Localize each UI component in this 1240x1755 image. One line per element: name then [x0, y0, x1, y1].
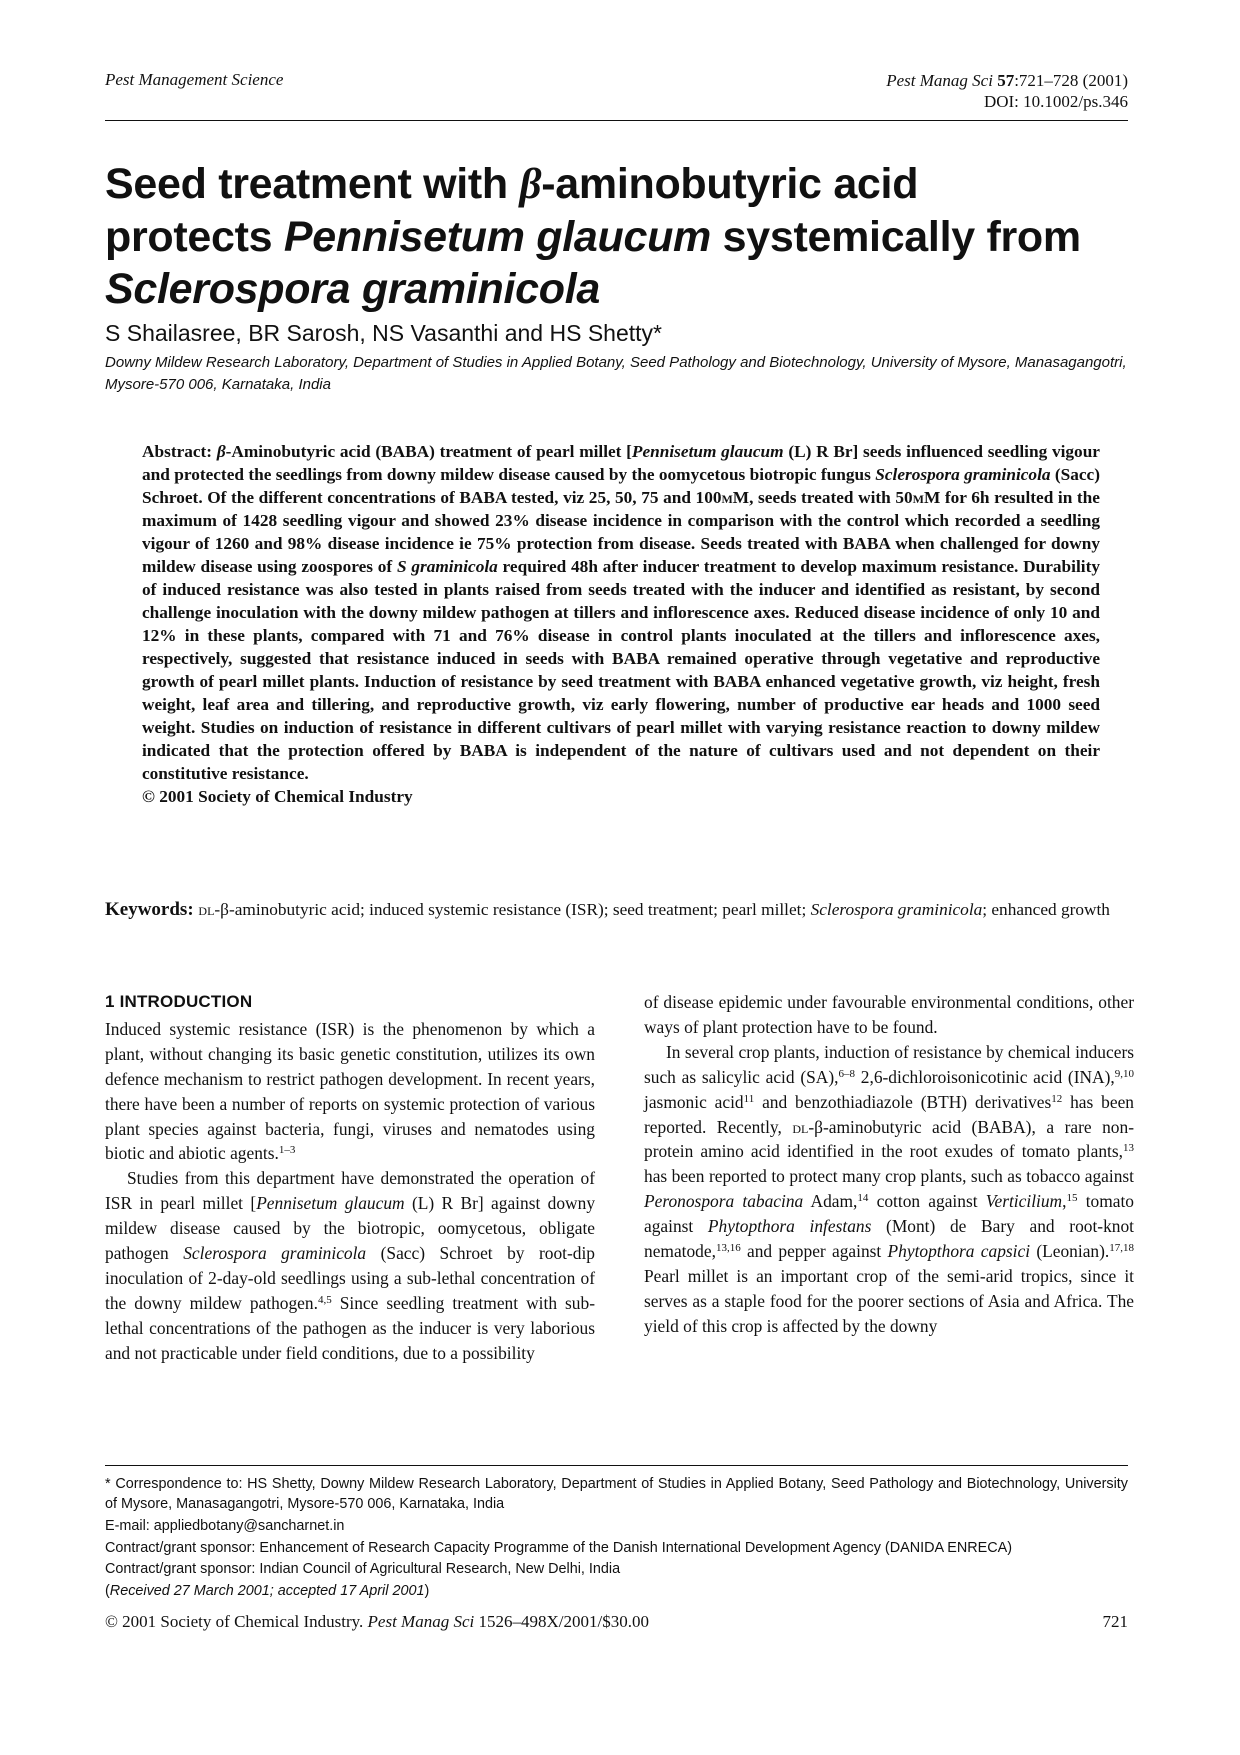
footnotes: [105, 1474, 1128, 1603]
grant-note: Contract/grant sponsor: Indian Council of Agricultural Research, New Delhi, India: [105, 1561, 621, 1578]
keywords-label: Keywords:: [105, 899, 199, 920]
citation-ref[interactable]: 6–8: [838, 1067, 856, 1080]
citation-block: [886, 70, 1128, 112]
citation-ref[interactable]: 11: [743, 1092, 755, 1105]
citation-ref[interactable]: 13,16: [715, 1242, 741, 1255]
authors: S Shailasree, BR Sarosh, NS Vasanthi and HS Shetty*: [105, 320, 662, 346]
citation-journal: Pest Manag Sci: [886, 71, 993, 90]
footnote-rule: [105, 1465, 1128, 1466]
citation-ref[interactable]: 14: [857, 1192, 869, 1205]
affiliation: Downy Mildew Research Laboratory, Department of Studies in Applied Botany, Seed Pathology and Biotechnology, University of Mysore, Manasagangotri, Mysore-570 006, Karnataka, India: [105, 354, 1127, 393]
footer-journal: Pest Manag Sci: [367, 1612, 475, 1631]
citation-ref[interactable]: 13: [1123, 1142, 1134, 1155]
article-title: Seed treatment with β-aminobutyric acid protects Pennisetum glaucum systemically from Sclerospora graminicola: [105, 160, 1081, 313]
citation-ref[interactable]: 1–3: [278, 1144, 296, 1157]
citation-ref[interactable]: 15: [1066, 1192, 1078, 1205]
grant-note: Contract/grant sponsor: Enhancement of Research Capacity Programme of the Danish International Development Agency (DANIDA ENRECA): [105, 1539, 1013, 1556]
doi: DOI: 10.1002/ps.346: [983, 92, 1128, 111]
received-note: (Received 27 March 2001; accepted 17 April 2001): [105, 1583, 430, 1600]
footer-copyright: © 2001 Society of Chemical Industry.: [105, 1612, 368, 1631]
citation: [886, 70, 1128, 91]
paragraph: Studies from this department have demonstrated the operation of ISR in pearl millet [Pennisetum glaucum (L) R Br] against downy mildew disease caused by the biotropic, oomycetous, obligate pathogen Sclerospora graminicola (Sacc) Schroet by root-dip inoculation of 2-day-old seedlings using a sub-lethal concentration of the downy mildew pathogen.$^{4,5}$ Since seedling treatment with sub-lethal concentrations of the pathogen as the inducer is very laborious and not practicable under field conditions, due to a possibility: [105, 1168, 596, 1363]
paragraph: In several crop plants, induction of resistance by chemical inducers such as salicylic acid (SA),$^{6-8}$ 2,6-dichloroisonicotinic acid (INA),$^{9,10}$ jasmonic acid$^{11}$ and benzothiadiazole (BTH) derivatives$^{12}$ has been reported. Recently, dl-β-aminobutyric acid (BABA), a rare non-protein amino acid identified in the root exudes of tomato plants,$^{13}$ has been reported to protect many crop plants, such as tobacco against Peronospora tabacina Adam,$^{14}$ cotton against Verticilium,$^{15}$ tomato against Phytopthora infestans (Mont) de Bary and root-knot nematode,$^{13,16}$ and pepper against Phytopthora capsici (Leonian).$^{17,18}$ Pearl millet is an important crop of the semi-arid tropics, since it serves as a staple food for the poorer sections of Asia and Africa. The yield of this crop is affected by the downy: [644, 1041, 1135, 1336]
section-heading: 1 INTRODUCTION: [105, 992, 253, 1011]
species-name: Pennisetum glaucum: [283, 213, 711, 261]
citation-ref[interactable]: 4,5: [317, 1293, 332, 1306]
citation-pages: :721–728 (2001): [1014, 71, 1128, 90]
abstract-copyright: © 2001 Society of Chemical Industry: [142, 787, 413, 806]
keywords: Keywords: dl-β-aminobutyric acid; induced systemic resistance (ISR); seed treatment; pearl millet; Sclerospora graminicola; enhanced growth: [105, 899, 1110, 920]
paragraph: Induced systemic resistance (ISR) is the phenomenon by which a plant, without changing its basic genetic constitution, utilizes its own defence mechanism to restrict pathogen development. In recent years, there have been a number of reports on systemic protection of various plant species against bacteria, fungi, viruses and nematodes using biotic and abiotic agents.$^{1-3}$: [105, 1018, 595, 1164]
beta-symbol: β: [519, 161, 542, 208]
footer-issn: 1526–498X/2001/$30.00: [474, 1612, 649, 1631]
abstract-label: Abstract:: [142, 442, 217, 461]
body-column-right: [644, 990, 1134, 1339]
body-column-left: [105, 990, 595, 1366]
abstract: Abstract: β-Aminobutyric acid (BABA) treatment of pearl millet [Pennisetum glaucum (L) R Br] seeds influenced seedling vigour and protected the seedlings from downy mildew disease caused by the oomycetous biotropic fungus Sclerospora graminicola (Sacc) Schroet. Of the different concentrations of BABA tested, viz 25, 50, 75 and 100mM, seeds treated with 50mM for 6h resulted in the maximum of 1428 seedling vigour and showed 23% disease incidence in comparison with the control which recorded a seedling vigour of 1260 and 98% disease incidence ie 75% protection from disease. Seeds treated with BABA when challenged for downy mildew disease using zoospores of S graminicola required 48h after inducer treatment to develop maximum resistance. Durability of induced resistance was also tested in plants raised from seeds treated with the inducer and identified as resistant, by second challenge inoculation with the downy mildew pathogen at tillers and inflorescence axes. Reduced disease incidence of only 10 and 12% in these plants, compared with 71 and 76% disease in control plants inoculated at the tillers and inflorescence axes, respectively, suggested that resistance induced in seeds with BABA remained operative through vegetative and reproductive growth of pearl millet plants. Induction of resistance by seed treatment with BABA enhanced vegetative growth, viz height, fresh weight, leaf area and tillering, and reproductive growth, viz early flowering, number of productive ear heads and 1000 seed weight. Studies on induction of resistance in different cultivars of pearl millet with varying resistance reaction to downy mildew indicated that the protection offered by BABA is independent of the nature of cultivars used and not dependent on their constitutive resistance. © 2001 Society of Chemical Industry: [142, 442, 1100, 806]
correspondence-note: * Correspondence to: HS Shetty, Downy Mildew Research Laboratory, Department of Studies in Applied Botany, Seed Pathology and Biotechnology, University of Mysore, Manasagangotri, Mysore-570 006, Karnataka, India: [105, 1476, 1128, 1513]
citation-ref[interactable]: 12: [1051, 1092, 1063, 1105]
pathogen-name: Sclerospora graminicola: [105, 265, 600, 313]
journal-name: Pest Management Science: [105, 70, 284, 89]
page-number: 721: [1102, 1612, 1128, 1631]
page-footer: [105, 1612, 1128, 1632]
citation-volume: 57: [997, 71, 1015, 90]
citation-ref[interactable]: 17,18: [1109, 1242, 1134, 1255]
paragraph: of disease epidemic under favourable environmental conditions, other ways of plant protection have to be found.: [644, 992, 1134, 1037]
citation-ref[interactable]: 9,10: [1114, 1067, 1135, 1080]
email-note[interactable]: E-mail: appliedbotany@sancharnet.in: [105, 1517, 345, 1534]
header-rule: [105, 120, 1128, 121]
